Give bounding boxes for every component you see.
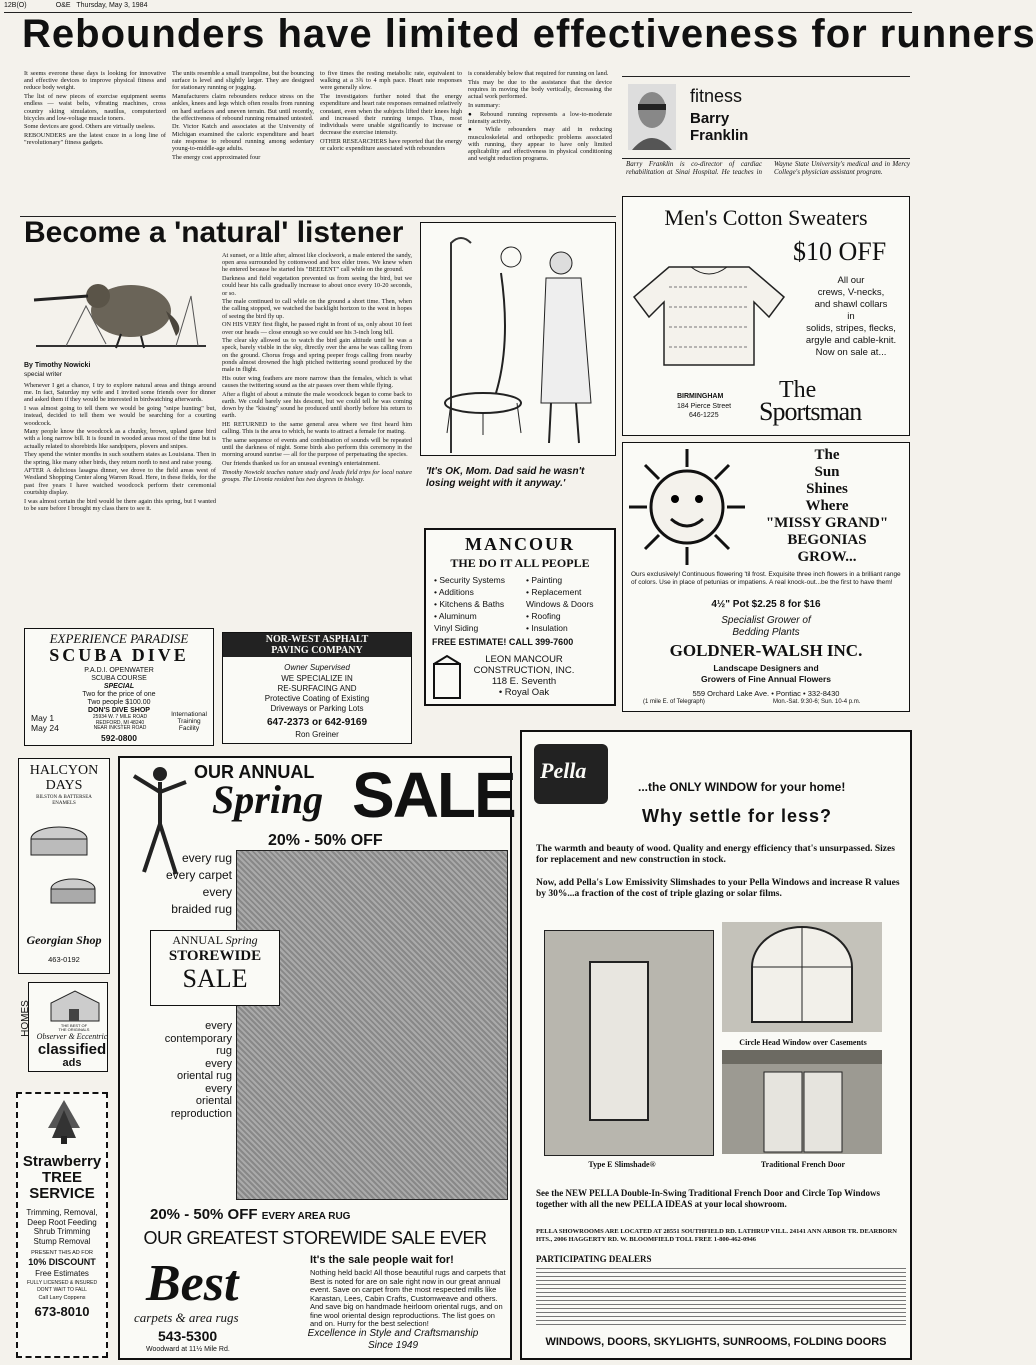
classified-line-5: ads	[62, 1057, 82, 1069]
pella-ad	[520, 730, 912, 1360]
goldner-name: GOLDNER-WALSH INC.	[669, 641, 863, 660]
circle-window-icon	[722, 922, 882, 1032]
listener-col-1: Whenever I get a chance, I try to explore natural areas and things around me. In fact, Saturday my wife and I invited some friends over for dinner and asked them if they would be interested in birdwatching afterwards. I was almost going to tell them we would be going "snipe hunting" but, instead, decided to tell them we would be searching for a courting woodcock. Many people know the woodcock as a chunky, brown, upland game bird with a long narrow bill. It is found in wooded areas most of the time but is actually related to shorebirds like sandpipers, plovers and snipes. They spend the winter months in such southern states as Louisiana. Then in the spring, like many other birds, they return north to nest and raise young. AFTER A delicious lasagna dinner, we drove to the field areas west of Westland Shopping Center along Warren Road. Here, in these fields, for the past five years I have watched woodcock perform their ceremonial courtship display. I was almost certain the bird would be there again this spring, but I wanted to be sure before I brought my class there to see it.	[24, 382, 216, 512]
fitness-label: fitness	[690, 86, 743, 106]
author-bio: Barry Franklin is co-director of cardiac rehabilitation at Sinai Hospital. He teaches in Wayne State University's medical and in Mercy College's physician assistant program.	[626, 160, 910, 176]
slimshade-photo	[544, 930, 714, 1156]
scuba-ad	[24, 628, 214, 746]
best-percent: 20% - 50% OFF	[268, 832, 383, 849]
best-motto-2: Since 1949	[367, 1340, 419, 1351]
pella-dealer-list	[536, 1268, 906, 1328]
georgian-shop: Georgian Shop	[26, 933, 102, 947]
goldner-walsh-ad	[622, 442, 910, 712]
rebounders-col-2: The units resemble a small trampoline, but the bouncing surface is level and slightly larger. They are designed for stationary running or jogging. Manufacturers claim rebounders reduce stress on the ankles, knees and legs which often results from running on hard surfaces and uneven terrain. But until recently, the effectiveness of rebound running remained untested. Dr. Victor Katch and associates at the University of Michigan examined the caloric expenditure and heart rate response to rebound running among sedentary young-to-middle-age adults. The energy cost approximated four	[172, 70, 314, 161]
goldner-address: 559 Orchard Lake Ave. • Pontiac • 332-8430	[692, 689, 840, 698]
caption-french-door: Traditional French Door	[760, 1160, 846, 1169]
sun-illustration	[627, 447, 747, 567]
store-address: 184 Pierce Street	[677, 403, 732, 410]
scuba-dates: May 1 May 24	[31, 713, 59, 733]
tree-promo-4: FULLY LICENSED & INSURED	[26, 1280, 98, 1286]
enamel-box-icon	[29, 819, 99, 919]
specialist-line-2: Bedding Plants	[732, 627, 800, 638]
listener-role: special writer	[24, 371, 62, 378]
rebounders-col-1: It seems everone these days is looking for innovative and effective devices to improve physical fitness and reduce body weight. The list of new pieces of exercise equipment seems endless — waist belts, vibrating machines, cross country skiing simulators, nautilus, computerized bicycles and low-voltage muscle toners. Some devices are good. Others are virtually useless. REBOUNDERS are the latest craze in a long line of "revolutionary" fitness gadgets.	[24, 70, 166, 147]
halcyon-title-2: DAYS	[45, 778, 83, 793]
tree-promo-3: Free Estimates	[35, 1269, 89, 1278]
best-rug-list-2: every contemporary rug every oriental rug every oriental reproduction	[164, 1020, 232, 1120]
begonia-headline: The Sun Shines Where "MISSY GRAND" BEGONIAS GROW...	[765, 447, 889, 565]
author-name: Barry Franklin	[690, 110, 749, 144]
sportsman-logo-the: The	[779, 377, 817, 403]
specialist-line-1: Specialist Grower of	[721, 615, 811, 626]
asphalt-contact: Ron Greiner	[295, 730, 339, 739]
asphalt-ad	[222, 632, 412, 744]
mancour-services-left: • Security Systems • Additions • Kitchens & Baths • Aluminum Vinyl Siding	[434, 575, 505, 633]
rebounder-cartoon-icon	[421, 223, 617, 457]
sweater-icon	[629, 257, 789, 367]
storewide-sale-box: ANNUAL Spring STOREWIDE SALE	[150, 930, 280, 1006]
pella-see: See the NEW PELLA Double-In-Swing Traditional French Door and Circle Top Windows together with all the new PELLA IDEAS at your local showroom.	[536, 1188, 880, 1209]
tree-promo-5: DON'T WAIT TO FALL	[37, 1287, 87, 1293]
caption-circle-head: Circle Head Window over Casements	[739, 1038, 867, 1047]
classified-ad	[19, 982, 108, 1072]
sweaters-title: Men's Cotton Sweaters	[664, 205, 868, 230]
sun-icon	[627, 447, 747, 567]
caption-slimshade: Type E Slimshade®	[588, 1160, 656, 1169]
scuba-phone: 592-0800	[101, 733, 137, 743]
issue-date: Thursday, May 3, 1984	[76, 2, 148, 9]
classified-line-2: THE ORIGINALS	[58, 1027, 90, 1032]
author-portrait-icon	[628, 84, 676, 150]
halcyon-sub-2: ENAMELS	[52, 801, 76, 806]
asphalt-services: WE SPECIALIZE IN RE-SURFACING AND Protective Coating of Existing Driveways or Parking Lots	[264, 674, 370, 713]
circle-head-photo	[722, 922, 882, 1032]
scuba-address: 25934 W. 7 MILE ROAD REDFORD, MI 48240 NEAR INKSTER ROAD	[92, 714, 148, 731]
goldner-sub-1: Landscape Designers and	[713, 663, 819, 673]
pella-logo: Pella	[540, 758, 587, 783]
mancour-company: LEON MANCOUR CONSTRUCTION, INC. 118 E. Seventh • Royal Oak	[473, 654, 575, 698]
tree-title: Strawberry TREE SERVICE	[22, 1153, 102, 1202]
author-portrait	[628, 84, 676, 150]
pella-body-1: The warmth and beauty of wood. Quality and energy efficiency that's unsurpassed. Sizes for replacement and new construction in stock.	[536, 844, 895, 865]
french-door-photo	[722, 1050, 882, 1154]
listener-headline: Become a 'natural' listener	[24, 216, 404, 249]
best-address: Woodward at 11½ Mile Rd.	[146, 1346, 230, 1353]
classified-line-1: THE BEST OF	[60, 1023, 88, 1028]
scuba-facility: International Training Facility	[171, 711, 207, 732]
georgian-phone: 463-0192	[48, 955, 80, 964]
sportsman-logo: Sportsman	[759, 397, 862, 426]
store-city: BIRMINGHAM	[677, 393, 724, 400]
scuba-course: P.A.D.I. OPENWATER SCUBA COURSE SPECIAL Two for the price of one Two people $100.00 DON'S DIVE SHOP	[82, 667, 156, 714]
best-body: Nothing held back! All those beautiful rugs and carpets that Best is noted for are on sale right now in our great annual event. Save on carpet from the most respected mills like Karastan, Lees, Cabin Crafts, Customweave and others. And save big on handmade heirloom oriental rugs, and on fine wool oriental design reproductions. The list goes on and on. Hurry for the best selection!	[310, 1268, 506, 1328]
tree-icon	[46, 1098, 82, 1144]
best-wait: It's the sale people wait for!	[310, 1254, 454, 1266]
sportsman-ad	[622, 196, 910, 436]
goldner-directions: (1 mile E. of Telegraph)	[643, 699, 705, 705]
tree-services: Trimming, Removal, Deep Root Feeding Shrub Trimming Stump Removal	[26, 1208, 98, 1246]
sweater-details: All our crews, V-necks, and shawl collars in solids, stripes, flecks, argyle and cable-knit. Now on sale at...	[805, 275, 897, 358]
best-our-annual: OUR ANNUAL	[194, 762, 315, 782]
best-logo: Best	[146, 1255, 239, 1312]
house-icon	[47, 989, 103, 1023]
listener-col-2: At sunset, or a little after, almost like clockwork, a male entered the sandy, open area surrounded by cottonwood and box elder trees. We knew when he entered because he started his "BEEEENT" call while on the ground. Darkness and field vegetation prevented us from seeing the bird, but we could hear his calls gradually increase to about once every 10-20 seconds, or so. The male continued to call while on the ground a short time. Then, when the calling stopped, we watched the backlight horizon to the west in hopes of seeing the bird fly up. ON HIS VERY first flight, he passed right in front of us, only about 10 feet over our heads — close enough so we could see his 3-inch long bill. The clear sky allowed us to watch the bird gain altitude until he was a speck, barely visible in the sky, directly over the area he was calling from on the ground. Chorus frogs and spring peeper frogs calling from nearby ponds almost drowned the high pitched twittering sound produced by the male in flight. His outer wing feathers are more narrow than the females, which is what causes the twittering sound as the air passes over them while flying. After a flight of about a minute the male woodcock began to come back to earth. We could barely see his descent, but we could tell he was coming down by the "kissing" sound he produced until shortly before his return to earth. HE RETURNED to the same general area where we first heard him calling. This is the area to which, he wants to attract a female for mating. The same sequence of events and combination of sounds will be repeated until the darkness of night. Some birds also perform this ceremony in the morning around sunrise — all for the purpose of perpetuating the species. Our friends thanked us for an unusual evening's entertainment. Timothy Nowicki teaches nature study and leads field trips for local nature groups. The Livonia resident has two degrees in biology.	[222, 252, 412, 483]
best-rug-list-1: every rug every carpet every braided rug	[165, 851, 232, 916]
asphalt-phone: 647-2373 or 642-9169	[266, 717, 368, 728]
scuba-title-1: EXPERIENCE PARADISE	[49, 631, 189, 646]
goldner-sub-2: Growers of Fine Annual Flowers	[700, 674, 832, 684]
rebounders-col-4: is considerably below that required for running on land. This may be due to the assistance that the device requires in moving the body vertically, decreasing the actual work performed. In summary: ● Rebound running represents a low-to-moderate intensity activity. ● While rebounders may aid in reducing musculoskeletal and orthopedic problems associated with running, they appear to have only limited applicability and effectiveness in physical conditioning and weight reduction programs.	[468, 70, 612, 163]
tree-phone: 673-8010	[34, 1304, 90, 1319]
french-door-icon	[722, 1050, 882, 1154]
mancour-estimate: FREE ESTIMATE! CALL 399-7600	[432, 637, 574, 647]
best-logo-sub: carpets & area rugs	[134, 1310, 239, 1325]
sweater-illustration	[629, 257, 789, 367]
showroom-photo	[236, 850, 508, 1200]
halcyon-ad	[18, 758, 110, 974]
best-phone: 543-5300	[158, 1328, 218, 1344]
pella-headline: ...the ONLY WINDOW for your home!	[638, 780, 846, 794]
cartoon	[420, 222, 616, 456]
mancour-ad	[424, 528, 616, 706]
pella-showrooms: PELLA SHOWROOMS ARE LOCATED AT 28551 SOUTHFIELD RD. LATHRUP VILL. 24141 ANN ARBOR TR. DEARBORN HTS., 2006 HAGGERTY RD. W. BLOOMFIELD TOLL FREE 1-800-462-0946	[536, 1228, 897, 1243]
sweaters-price: $10 OFF	[793, 237, 887, 266]
classified-line-3: Observer & Eccentric	[36, 1032, 108, 1041]
asphalt-name: NOR-WEST ASPHALT PAVING COMPANY	[223, 633, 411, 657]
woodcock-illustration	[26, 256, 216, 356]
classified-side: HOMES	[19, 1000, 31, 1037]
begonia-price: 4½" Pot $2.25 8 for $16	[711, 599, 821, 610]
best-area-rug-pct: 20% - 50% OFF EVERY AREA RUG	[150, 1206, 351, 1223]
woodcock-icon	[26, 256, 216, 356]
asphalt-owner: Owner Supervised	[284, 663, 350, 672]
tree-promo-2: 10% DISCOUNT	[28, 1257, 96, 1267]
paper-name: O&E	[55, 2, 71, 9]
goldner-hours: Mon.-Sat. 9:30-6; Sun. 10-4 p.m.	[773, 699, 861, 705]
mancour-name: MANCOUR	[465, 534, 575, 554]
best-carpets-ad	[118, 756, 515, 1360]
pella-footer: WINDOWS, DOORS, SKYLIGHTS, SUNROOMS, FOLDING DOORS	[545, 1336, 887, 1348]
pella-dealers: PARTICIPATING DEALERS	[536, 1254, 652, 1264]
best-greatest: OUR GREATEST STOREWIDE SALE EVER	[143, 1228, 487, 1248]
pella-body-2: Now, add Pella's Low Emissivity Slimshades to your Pella Windows and increase R values by 30%...a fraction of the cost of triple glazing or solar films.	[536, 878, 900, 899]
halcyon-title-1: HALCYON	[29, 763, 99, 778]
store-phone: 646-1225	[689, 412, 719, 419]
scuba-title-2: SCUBA DIVE	[49, 645, 189, 665]
tree-service-ad	[16, 1092, 108, 1358]
mancour-tagline: THE DO IT ALL PEOPLE	[450, 556, 590, 570]
rebounders-headline: Rebounders have limited effectiveness for runners	[22, 12, 1036, 56]
tree-contact: Call Larry Coppens	[38, 1295, 86, 1301]
cartoon-caption: 'It's OK, Mom. Dad said he wasn't losing weight with it anyway.'	[426, 466, 585, 489]
best-spring: Spring	[212, 777, 324, 822]
rebounders-col-3: to five times the resting metabolic rate, equivalent to walking at a 3¾ to 4 mph pace. Heart rate responses were generally slow. The investigators further noted that the energy expenditure and heart rate responses remained relatively constant, even when the subjects lifted their knees high and increased their running tempo. Thus, most individuals were unable significantly to increase or decrease the exercise intensity. OTHER RESEARCHERS have reported that the energy or caloric expenditure associated with rebounders	[320, 70, 462, 153]
page-folio: 12B(O) O&E Thursday, May 3, 1984	[4, 2, 148, 9]
classified-line-4: classified	[37, 1041, 107, 1058]
begonia-description: Ours exclusively! Continuous flowering 'til frost. Exquisite three inch flowers in a brilliant range of colors. Use in place of petunias or impatiens. A real knock-out...be the first to have them!	[631, 571, 901, 586]
halcyon-sub-1: BILSTON & BATTERSEA	[36, 795, 92, 800]
mancour-services-right: • Painting • Replacement Windows & Doors • Roofing • Insulation	[526, 575, 594, 633]
tree-promo-1: PRESENT THIS AD FOR	[31, 1250, 93, 1256]
best-motto-1: Excellence in Style and Craftsmanship	[307, 1328, 479, 1339]
listener-author-note: Timothy Nowicki teaches nature study and leads field trips for local nature groups. The Livonia resident has two degrees in biology.	[222, 468, 412, 483]
listener-byline: By Timothy Nowicki	[24, 362, 91, 369]
best-sale: SALE	[352, 759, 515, 831]
pella-why: Why settle for less?	[642, 806, 833, 826]
